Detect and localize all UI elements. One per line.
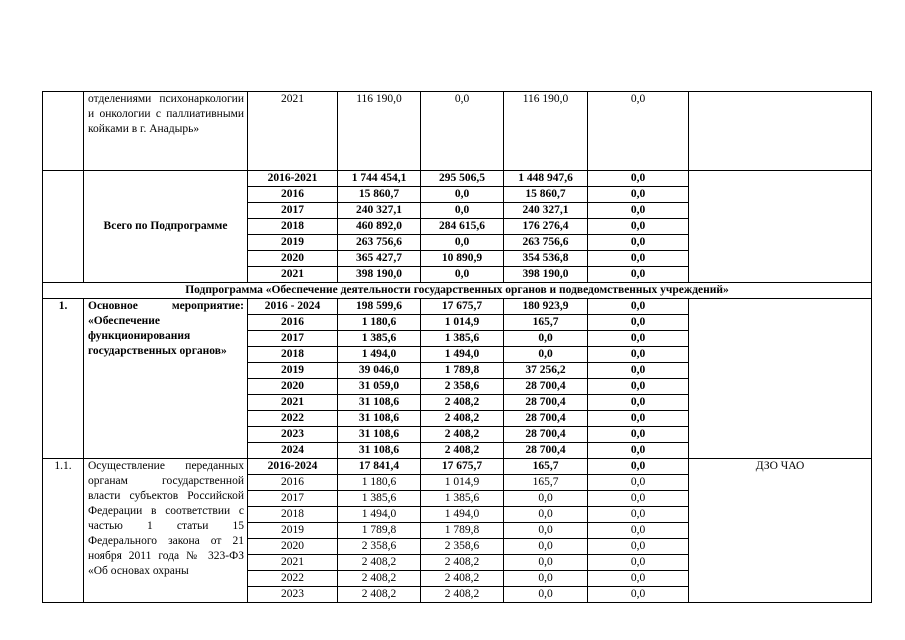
value-cell: 2 408,2 — [421, 395, 504, 411]
value-cell: 2018 — [248, 507, 338, 523]
value-cell: 0,0 — [504, 555, 588, 571]
item-number: 1.1. — [43, 459, 84, 603]
value-cell: 398 190,0 — [338, 267, 421, 283]
value-cell: 0,0 — [588, 187, 689, 203]
value-cell: 0,0 — [504, 539, 588, 555]
value-cell: 1 494,0 — [421, 507, 504, 523]
value-cell: 116 190,0 — [338, 92, 421, 171]
value-cell: 1 789,8 — [338, 523, 421, 539]
value-cell: 1 494,0 — [338, 347, 421, 363]
value-cell: 2021 — [248, 395, 338, 411]
value-cell: 1 014,9 — [421, 315, 504, 331]
value-cell: 0,0 — [588, 299, 689, 315]
value-cell: 0,0 — [588, 315, 689, 331]
value-cell: 0,0 — [588, 411, 689, 427]
value-cell: 165,7 — [504, 315, 588, 331]
value-cell: 2 358,6 — [421, 539, 504, 555]
value-cell: 28 700,4 — [504, 379, 588, 395]
num-cell — [43, 171, 84, 283]
value-cell: 2023 — [248, 427, 338, 443]
value-cell: 240 327,1 — [504, 203, 588, 219]
value-cell: 1 180,6 — [338, 315, 421, 331]
value-cell: 0,0 — [588, 587, 689, 603]
value-cell: 2017 — [248, 203, 338, 219]
value-cell: 0,0 — [421, 235, 504, 251]
value-cell: 1 385,6 — [421, 491, 504, 507]
value-cell: 1 385,6 — [421, 331, 504, 347]
executor-cell — [689, 299, 872, 459]
value-cell: 0,0 — [504, 587, 588, 603]
value-cell: 2017 — [248, 491, 338, 507]
value-cell: 0,0 — [421, 203, 504, 219]
value-cell: 2 358,6 — [338, 539, 421, 555]
value-cell: 2016 - 2024 — [248, 299, 338, 315]
value-cell: 198 599,6 — [338, 299, 421, 315]
value-cell: 0,0 — [588, 395, 689, 411]
value-cell: 0,0 — [588, 347, 689, 363]
value-cell: 0,0 — [588, 507, 689, 523]
value-cell: 0,0 — [588, 459, 689, 475]
value-cell: 2021 — [248, 267, 338, 283]
value-cell: 31 108,6 — [338, 395, 421, 411]
value-cell: 1 494,0 — [338, 507, 421, 523]
value-cell: 2016 — [248, 315, 338, 331]
table-row — [43, 92, 872, 171]
value-cell: 2 408,2 — [421, 411, 504, 427]
value-cell: 2016 — [248, 475, 338, 491]
value-cell: 398 190,0 — [504, 267, 588, 283]
value-cell: 2019 — [248, 523, 338, 539]
value-cell: 365 427,7 — [338, 251, 421, 267]
value-cell: 0,0 — [504, 491, 588, 507]
value-cell: 263 756,6 — [504, 235, 588, 251]
value-cell: 460 892,0 — [338, 219, 421, 235]
value-cell: 180 923,9 — [504, 299, 588, 315]
value-cell: 2017 — [248, 331, 338, 347]
table-row — [43, 171, 872, 187]
value-cell: 0,0 — [588, 379, 689, 395]
item-number: 1. — [43, 299, 84, 459]
value-cell: 0,0 — [588, 251, 689, 267]
value-cell: 15 860,7 — [338, 187, 421, 203]
value-cell: 0,0 — [588, 555, 689, 571]
value-cell: 2016 — [248, 187, 338, 203]
value-cell: 2 408,2 — [421, 427, 504, 443]
value-cell: 17 675,7 — [421, 459, 504, 475]
value-cell: 165,7 — [504, 459, 588, 475]
value-cell: 1 494,0 — [421, 347, 504, 363]
total-label: Всего по Подпрограмме — [84, 171, 248, 283]
value-cell: 31 108,6 — [338, 427, 421, 443]
value-cell: 2 408,2 — [421, 587, 504, 603]
value-cell: 0,0 — [588, 203, 689, 219]
subprogram-title: Подпрограмма «Обеспечение деятельности государственных органов и подведомственных учреждений» — [43, 283, 872, 299]
value-cell: 284 615,6 — [421, 219, 504, 235]
value-cell: 2016-2021 — [248, 171, 338, 187]
value-cell: 0,0 — [588, 171, 689, 187]
value-cell: 2022 — [248, 411, 338, 427]
value-cell: 0,0 — [588, 443, 689, 459]
value-cell: 0,0 — [588, 92, 689, 171]
table-row — [43, 299, 872, 315]
desc-cell: отделениями психонаркологии и онкологии с паллиативными койками в г. Анадырь» — [84, 92, 248, 171]
item-description: Основное мероприятие: «Обеспечение функционирования государственных органов» — [84, 299, 248, 459]
value-cell: 1 448 947,6 — [504, 171, 588, 187]
value-cell: 1 180,6 — [338, 475, 421, 491]
value-cell: 1 789,8 — [421, 523, 504, 539]
value-cell: 10 890,9 — [421, 251, 504, 267]
value-cell: 0,0 — [421, 267, 504, 283]
table-row — [43, 459, 872, 475]
value-cell: 0,0 — [421, 92, 504, 171]
value-cell: 0,0 — [588, 491, 689, 507]
value-cell: 2 408,2 — [421, 555, 504, 571]
value-cell: 295 506,5 — [421, 171, 504, 187]
value-cell: 28 700,4 — [504, 427, 588, 443]
value-cell: 2 408,2 — [421, 443, 504, 459]
value-cell: 240 327,1 — [338, 203, 421, 219]
value-cell: 0,0 — [588, 235, 689, 251]
num-cell — [43, 92, 84, 171]
value-cell: 1 385,6 — [338, 491, 421, 507]
value-cell: 1 789,8 — [421, 363, 504, 379]
executor-cell: ДЗО ЧАО — [689, 459, 872, 603]
value-cell: 17 841,4 — [338, 459, 421, 475]
value-cell: 2021 — [248, 555, 338, 571]
value-cell: 0,0 — [504, 347, 588, 363]
value-cell: 0,0 — [588, 363, 689, 379]
value-cell: 2 408,2 — [338, 555, 421, 571]
value-cell: 2018 — [248, 219, 338, 235]
value-cell: 2024 — [248, 443, 338, 459]
value-cell: 165,7 — [504, 475, 588, 491]
value-cell: 0,0 — [588, 267, 689, 283]
value-cell: 0,0 — [504, 507, 588, 523]
value-cell: 2020 — [248, 251, 338, 267]
value-cell: 0,0 — [588, 331, 689, 347]
value-cell: 17 675,7 — [421, 299, 504, 315]
executor-cell — [689, 171, 872, 283]
value-cell: 37 256,2 — [504, 363, 588, 379]
value-cell: 2019 — [248, 235, 338, 251]
value-cell: 2 408,2 — [421, 571, 504, 587]
section-row — [43, 283, 872, 299]
value-cell: 2 408,2 — [338, 587, 421, 603]
value-cell: 31 059,0 — [338, 379, 421, 395]
value-cell: 0,0 — [588, 539, 689, 555]
value-cell: 0,0 — [504, 523, 588, 539]
value-cell: 2 358,6 — [421, 379, 504, 395]
value-cell: 31 108,6 — [338, 443, 421, 459]
value-cell: 0,0 — [588, 475, 689, 491]
value-cell: 1 385,6 — [338, 331, 421, 347]
value-cell: 176 276,4 — [504, 219, 588, 235]
value-cell: 0,0 — [588, 219, 689, 235]
value-cell: 354 536,8 — [504, 251, 588, 267]
value-cell: 2016-2024 — [248, 459, 338, 475]
executor-cell — [689, 92, 872, 171]
value-cell: 2023 — [248, 587, 338, 603]
value-cell: 0,0 — [421, 187, 504, 203]
value-cell: 2018 — [248, 347, 338, 363]
budget-table — [42, 91, 872, 603]
value-cell: 2022 — [248, 571, 338, 587]
value-cell: 0,0 — [504, 331, 588, 347]
value-cell: 2 408,2 — [338, 571, 421, 587]
value-cell: 0,0 — [588, 427, 689, 443]
value-cell: 28 700,4 — [504, 411, 588, 427]
value-cell: 28 700,4 — [504, 443, 588, 459]
value-cell: 2019 — [248, 363, 338, 379]
value-cell: 15 860,7 — [504, 187, 588, 203]
value-cell: 31 108,6 — [338, 411, 421, 427]
value-cell: 116 190,0 — [504, 92, 588, 171]
item-description: Осуществление переданных органам государственной власти субъектов Российской Федерации в соответствии с частью 1 статьи 15 Федерального закона от 21 ноября 2011 года № 323-ФЗ «Об основах охраны — [84, 459, 248, 603]
value-cell: 0,0 — [504, 571, 588, 587]
value-cell: 39 046,0 — [338, 363, 421, 379]
value-cell: 0,0 — [588, 571, 689, 587]
value-cell: 2020 — [248, 379, 338, 395]
value-cell: 2020 — [248, 539, 338, 555]
value-cell: 263 756,6 — [338, 235, 421, 251]
value-cell: 1 744 454,1 — [338, 171, 421, 187]
value-cell: 1 014,9 — [421, 475, 504, 491]
value-cell: 2021 — [248, 92, 338, 171]
value-cell: 0,0 — [588, 523, 689, 539]
value-cell: 28 700,4 — [504, 395, 588, 411]
